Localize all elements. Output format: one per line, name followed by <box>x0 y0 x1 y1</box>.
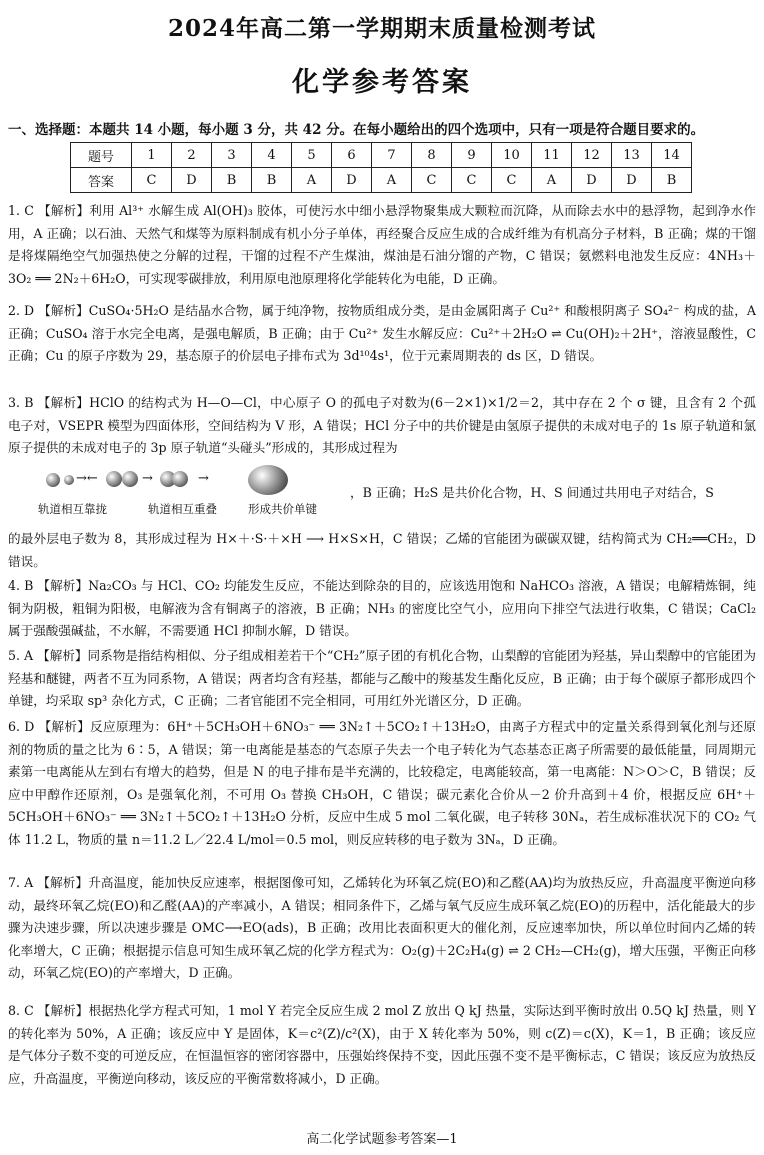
table-cell: 10 <box>492 143 532 168</box>
table-cell: D <box>172 168 212 193</box>
table-cell: 4 <box>252 143 292 168</box>
answer-table-row-answers <box>71 168 692 193</box>
orbital-caption-1: 轨道相互靠拢 <box>38 502 107 516</box>
table-cell: C <box>452 168 492 193</box>
p-orbital-icon <box>172 471 188 487</box>
row-label-number: 题号 <box>71 143 132 168</box>
p-orbital-icon <box>64 475 74 485</box>
table-cell: A <box>532 168 572 193</box>
arrow-icon: →← <box>76 471 98 486</box>
table-cell: 13 <box>612 143 652 168</box>
table-cell: 7 <box>372 143 412 168</box>
table-cell: A <box>292 168 332 193</box>
table-cell: 8 <box>412 143 452 168</box>
orbital-overlap-diagram <box>38 465 348 523</box>
table-cell: 9 <box>452 143 492 168</box>
table-cell: 11 <box>532 143 572 168</box>
sigma-bond-icon <box>248 465 288 495</box>
table-cell: C <box>132 168 172 193</box>
solution-q3-part3: 的最外层电子数为 8，其形成过程为 H×＋·S·＋×H ⟶ H×S×H，C 错误；乙烯的官能团为碳碳双键，结构简式为 CH₂══CH₂，D 错误。 <box>8 531 756 569</box>
document-subtitle: 化学参考答案 <box>292 67 472 98</box>
table-cell: 1 <box>132 143 172 168</box>
solution-q2: 2. D 【解析】CuSO₄·5H₂O 是结晶水合物，属于纯净物，按物质组成分类，是由金属阳离子 Cu²⁺ 和酸根阴离子 SO₄²⁻ 构成的盐，A 正确；CuSO₄ 溶于水完全电离，是强电解质，B 正确；由于 Cu²⁺ 发生水解反应：Cu²⁺＋2H₂O ⇌ Cu(OH)₂＋2H⁺，溶液显酸性，C 正确；Cu 的原子序数为 29，基态原子的价层电子排布式为 3d¹⁰4s¹，位于元素周期表的 ds 区，D 错误。 <box>8 303 756 363</box>
table-cell: 14 <box>652 143 692 168</box>
solution-q1: 1. C 【解析】利用 Al³⁺ 水解生成 Al(OH)₃ 胶体，可使污水中细小悬浮物聚集成大颗粒而沉降，从而除去水中的悬浮物，起到净水作用，A 正确；以石油、天然气和煤等为原料制成有机小分子单体，再经聚合反应生成的合成纤维为有机高分子材料，B 正确；煤的干馏是将煤隔绝空气加强热使之分解的过程，干馏的过程不产生煤油，煤油是石油分馏的产物，C 错误；氨燃料电池发生反应：4NH₃＋3O₂ ══ 2N₂＋6H₂O，可实现零碳排放，利用原电池原理将化学能转化为电能，D 正确。 <box>8 203 756 286</box>
page-footer: 高二化学试题参考答案—1 <box>306 1132 458 1147</box>
orbital-caption-3: 形成共价单键 <box>248 502 317 516</box>
answer-table <box>70 142 692 193</box>
table-cell: B <box>252 168 292 193</box>
arrow-icon: → <box>198 471 209 486</box>
table-cell: 6 <box>332 143 372 168</box>
table-cell: 12 <box>572 143 612 168</box>
s-orbital-icon <box>106 471 122 487</box>
answer-table-row-numbers <box>71 143 692 168</box>
row-label-answer: 答案 <box>71 168 132 193</box>
table-cell: B <box>652 168 692 193</box>
orbital-caption-2: 轨道相互重叠 <box>148 502 217 516</box>
solution-q3-part1: 3. B 【解析】HClO 的结构式为 H—O—Cl，中心原子 O 的孤电子对数为(6－2×1)×1/2＝2，其中存在 2 个 σ 键，且含有 2 个孤电子对，VSEPR 模型为四面体形，空间结构为 V 形，A 错误；HCl 分子中的共价键是由氢原子提供的未成对电子的 1s 原子轨道和氯原子提供的未成对电子的 3p 原子轨道“头碰头”形成的，其形成过程为 <box>8 395 756 455</box>
table-cell: 5 <box>292 143 332 168</box>
table-cell: A <box>372 168 412 193</box>
solution-q3-part2: ，B 正确；H₂S 是共价化合物，H、S 间通过共用电子对结合，S <box>350 485 714 500</box>
solution-q8: 8. C 【解析】根据热化学方程式可知，1 mol Y 若完全反应生成 2 mol Z 放出 Q kJ 热量，实际达到平衡时放出 0.5Q kJ 热量，则 Y 的转化率为 50%，A 正确；该反应中 Y 是固体，K＝c²(Z)/c²(X)，由于 X 转化率为 50%，则 c(Z)＝c(X)，K＝1，B 正确；该反应是气体分子数不变的可逆反应，在恒温恒容的密闭容器中，压强始终保持不变，因此压强不变不是平衡标志，C 错误；该反应为放热反应，升高温度，平衡逆向移动，该反应的平衡常数将减小，D 正确。 <box>8 1003 756 1086</box>
document-title: 2024年高二第一学期期末质量检测考试 <box>167 15 596 42</box>
solution-q5: 5. A 【解析】同系物是指结构相似、分子组成相差若干个“CH₂”原子团的有机化合物，山梨醇的官能团为羟基，异山梨醇中的官能团为羟基和醚键，两者不互为同系物，A 错误；两者均含有羟基，都能与乙酸中的羧基发生酯化反应，B 正确；由于每个碳原子都形成四个单键，均采取 sp³ 杂化方式，C 正确；二者官能团不完全相同，可用红外光谱区分，D 正确。 <box>8 648 756 708</box>
table-cell: D <box>612 168 652 193</box>
s-orbital-icon <box>46 473 60 487</box>
table-cell: 2 <box>172 143 212 168</box>
arrow-icon: → <box>142 471 153 486</box>
solution-q4: 4. B 【解析】Na₂CO₃ 与 HCl、CO₂ 均能发生反应，不能达到除杂的目的，应该选用饱和 NaHCO₃ 溶液，A 错误；电解精炼铜，纯铜为阴极，粗铜为阳极，电解液为含有铜离子的溶液，B 正确；NH₃ 的密度比空气小，应用向下排空气法进行收集，C 错误；CaCl₂ 属于强酸强碱盐，不水解，不需要通 HCl 抑制水解，D 错误。 <box>8 578 756 638</box>
table-cell: D <box>572 168 612 193</box>
table-cell: 3 <box>212 143 252 168</box>
section-intro: 一、选择题：本题共 14 小题，每小题 3 分，共 42 分。在每小题给出的四个选项中，只有一项是符合题目要求的。 <box>8 122 705 138</box>
table-cell: B <box>212 168 252 193</box>
table-cell: C <box>492 168 532 193</box>
solution-q6: 6. D 【解析】反应原理为：6H⁺＋5CH₃OH＋6NO₃⁻ ══ 3N₂↑＋5CO₂↑＋13H₂O，由离子方程式中的定量关系得到氧化剂与还原剂的物质的量之比为 6∶5，A 错误；第一电离能是基态的气态原子失去一个电子转化为气态基态正离子所需要的最低能量，同周期元素第一电离能从左到右有增大的趋势，但是 N 的电子排布是半充满的，比较稳定，电离能较高，第一电离能：N＞O＞C，B 错误；反应中甲醇作还原剂，O₃ 是强氧化剂，不可用 O₃ 替换 CH₃OH，C 错误；碳元素化合价从－2 价升高到＋4 价，根据反应 6H⁺＋5CH₃OH＋6NO₃⁻ ══ 3N₂↑＋5CO₂↑＋13H₂O 分析，反应中生成 5 mol 二氧化碳，电子转移 30Nₐ，若生成标准状况下的 CO₂ 气体 11.2 L，物质的量 n＝11.2 L／22.4 L/mol＝0.5 mol，则反应转移的电子数为 3Nₐ，D 正确。 <box>8 719 756 847</box>
table-cell: D <box>332 168 372 193</box>
solution-q7: 7. A 【解析】升高温度，能加快反应速率，根据图像可知，乙烯转化为环氧乙烷(EO)和乙醛(AA)均为放热反应，升高温度平衡逆向移动，最终环氧乙烷(EO)和乙醛(AA)的产率减小，A 错误；相同条件下，乙烯与氧气反应生成环氧乙烷(EO)的历程中，活化能最大的步骤为决速步骤，所以决速步骤是 OMC⟶EO(ads)，B 正确；改用比表面积更大的催化剂，反应速率加快，所以单位时间内乙烯的转化率增大，C 正确；根据提示信息可知生成环氧乙烷的化学方程式为：O₂(g)＋2C₂H₄(g) ⇌ 2 CH₂—CH₂(g)，增大压强，平衡正向移动，环氧乙烷(EO)的产率增大，D 正确。 <box>8 875 756 980</box>
p-orbital-icon <box>122 471 138 487</box>
table-cell: C <box>412 168 452 193</box>
